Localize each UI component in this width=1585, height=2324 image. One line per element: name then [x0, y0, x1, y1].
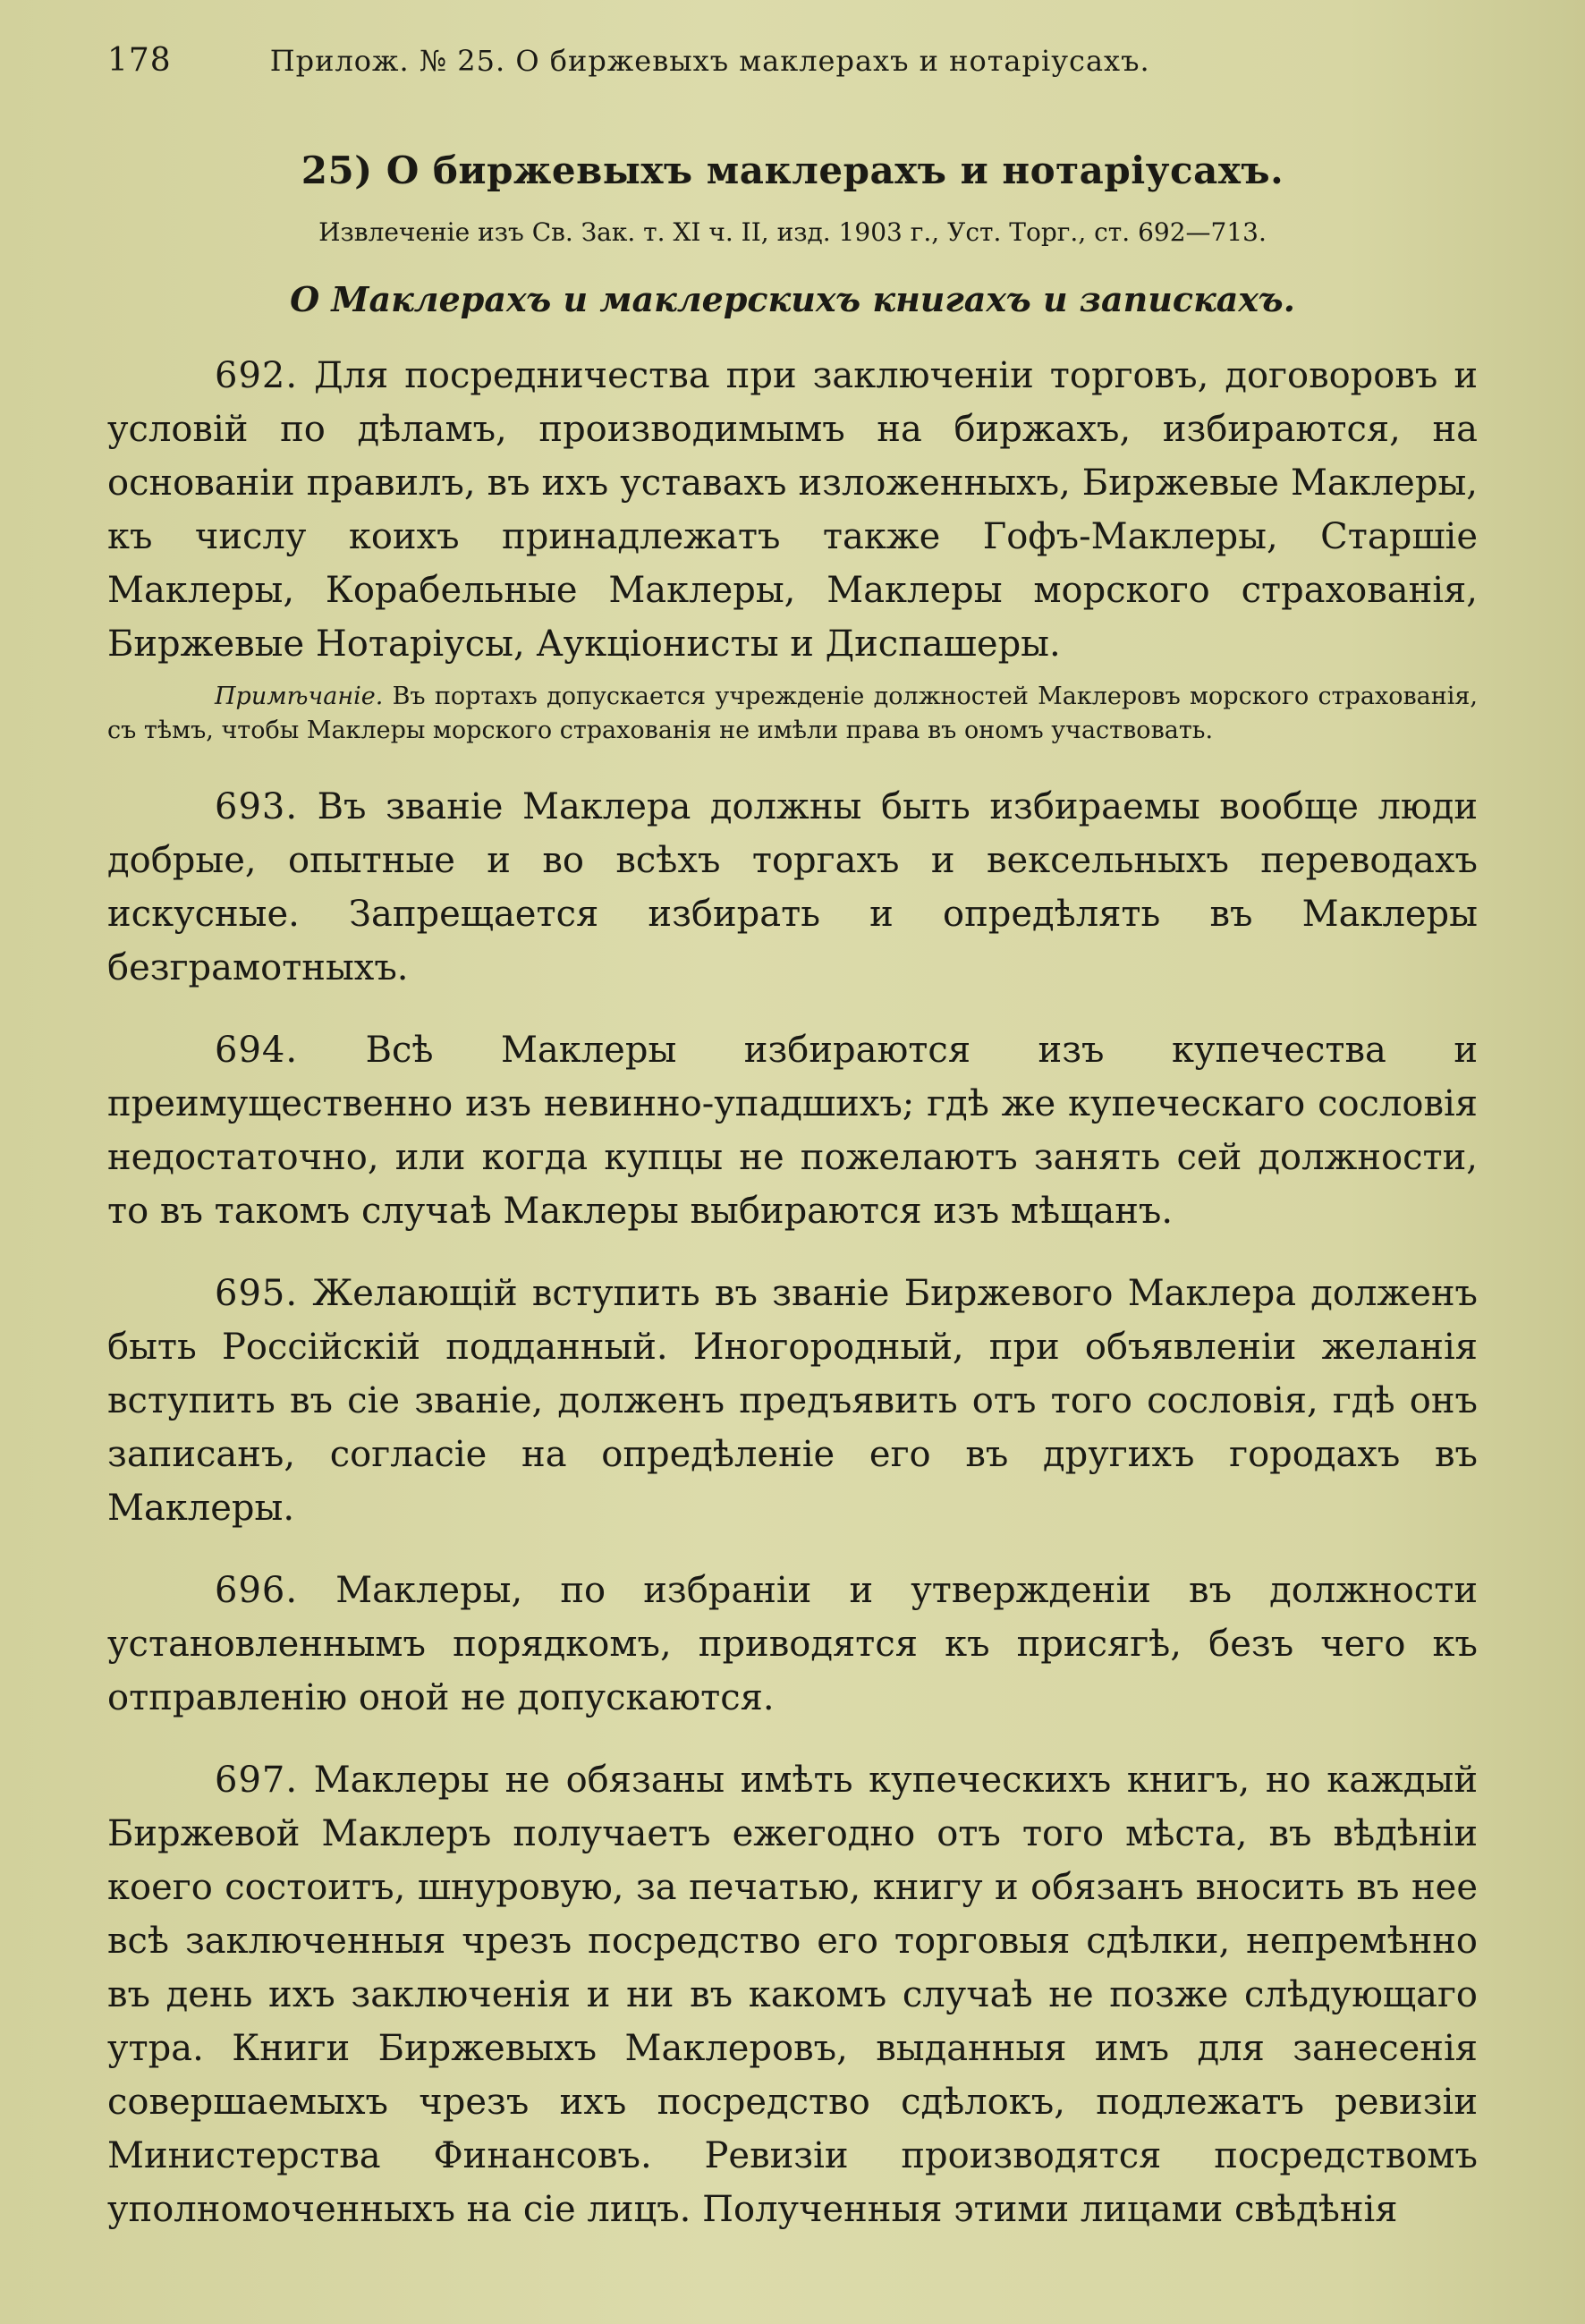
article-692: [107, 349, 1478, 671]
subsection-title: О Маклерахъ и маклерскихъ книгахъ и запискахъ.: [290, 279, 1295, 319]
running-title: Прилож. № 25. О биржевыхъ маклерахъ и нотаріусахъ.: [269, 44, 1150, 78]
page-header: [107, 36, 1478, 86]
article-695: [107, 1267, 1478, 1535]
article-text: Маклеры не обязаны имѣть купеческихъ книгъ, но каждый Биржевой Маклеръ получаетъ ежегодно отъ того мѣста, въ вѣдѣніи коего состоитъ, шнуровую, за печатью, книгу и обязанъ вносить въ нее всѣ заключенныя чрезъ посредство его торговыя сдѣлки, непремѣнно въ день ихъ заключенія и ни въ какомъ случаѣ не позже слѣдующаго утра. Книги Биржевыхъ Маклеровъ, выданныя имъ для занесенія совершаемыхъ чрезъ ихъ посредство сдѣлокъ, подлежатъ ревизіи Министерства Финансовъ. Ревизіи производятся посредствомъ уполномоченныхъ на сіе лицъ. Полученныя этими лицами свѣдѣнія: [107, 1760, 1479, 2230]
article-number: 695.: [215, 1273, 299, 1314]
note-label: Примѣчаніе.: [215, 683, 384, 710]
article-text: Всѣ Маклеры избираются изъ купечества и преимущественно изъ невинно-упадшихъ; гдѣ же купеческаго сословія недостаточно, или когда купцы не пожелаютъ занять сей должности, то въ такомъ случаѣ Маклеры выбираются изъ мѣщанъ.: [107, 1030, 1478, 1232]
article-note: [107, 680, 1478, 748]
article-693: [107, 780, 1478, 995]
note-text: Въ портахъ допускается учрежденіе должностей Маклеровъ морского страхованія, съ тѣмъ, чтобы Маклеры морского страхованія не имѣли права въ ономъ участвовать.: [107, 683, 1478, 744]
article-text: Желающій вступить въ званіе Биржевого Маклера долженъ быть Россійскій подданный. Иногородный, при объявленіи желанія вступить въ сіе званіе, долженъ предъявить отъ того сословія, гдѣ онъ записанъ, согласіе на опредѣленіе его въ другихъ городахъ въ Маклеры.: [107, 1273, 1478, 1529]
article-text: Въ званіе Маклера должны быть избираемы вообще люди добрые, опытные и во всѣхъ торгахъ и вексельныхъ переводахъ искусные. Запрещается избирать и опредѣлять въ Маклеры безграмотныхъ.: [107, 786, 1478, 988]
article-number: 694.: [215, 1030, 299, 1071]
article-694: [107, 1023, 1478, 1238]
section-title: 25) О биржевыхъ маклерахъ и нотаріусахъ.: [301, 148, 1284, 192]
article-number: 697.: [215, 1760, 299, 1801]
source-citation: Извлеченіе изъ Св. Зак. т. XI ч. II, изд. 1903 г., Уст. Торг., ст. 692—713.: [318, 217, 1267, 247]
article-number: 692.: [215, 355, 299, 396]
article-696: [107, 1564, 1478, 1725]
article-number: 696.: [215, 1570, 299, 1611]
article-text: Для посредничества при заключеніи торговъ, договоровъ и условій по дѣламъ, производимымъ на биржахъ, избираются, на основаніи правилъ, въ ихъ уставахъ изложенныхъ, Биржевые Маклеры, къ числу коихъ принадлежатъ также Гофъ-Маклеры, Старшіе Маклеры, Корабельные Маклеры, Маклеры морского страхованія, Биржевые Нотаріусы, Аукціонисты и Диспашеры.: [107, 355, 1479, 665]
article-number: 693.: [215, 786, 299, 827]
article-697: [107, 1753, 1478, 2236]
page-number: 178: [107, 42, 172, 79]
article-text: Маклеры, по избраніи и утвержденіи въ должности установленнымъ порядкомъ, приводятся къ присягѣ, безъ чего къ отправленію оной не допускаются.: [107, 1570, 1478, 1718]
